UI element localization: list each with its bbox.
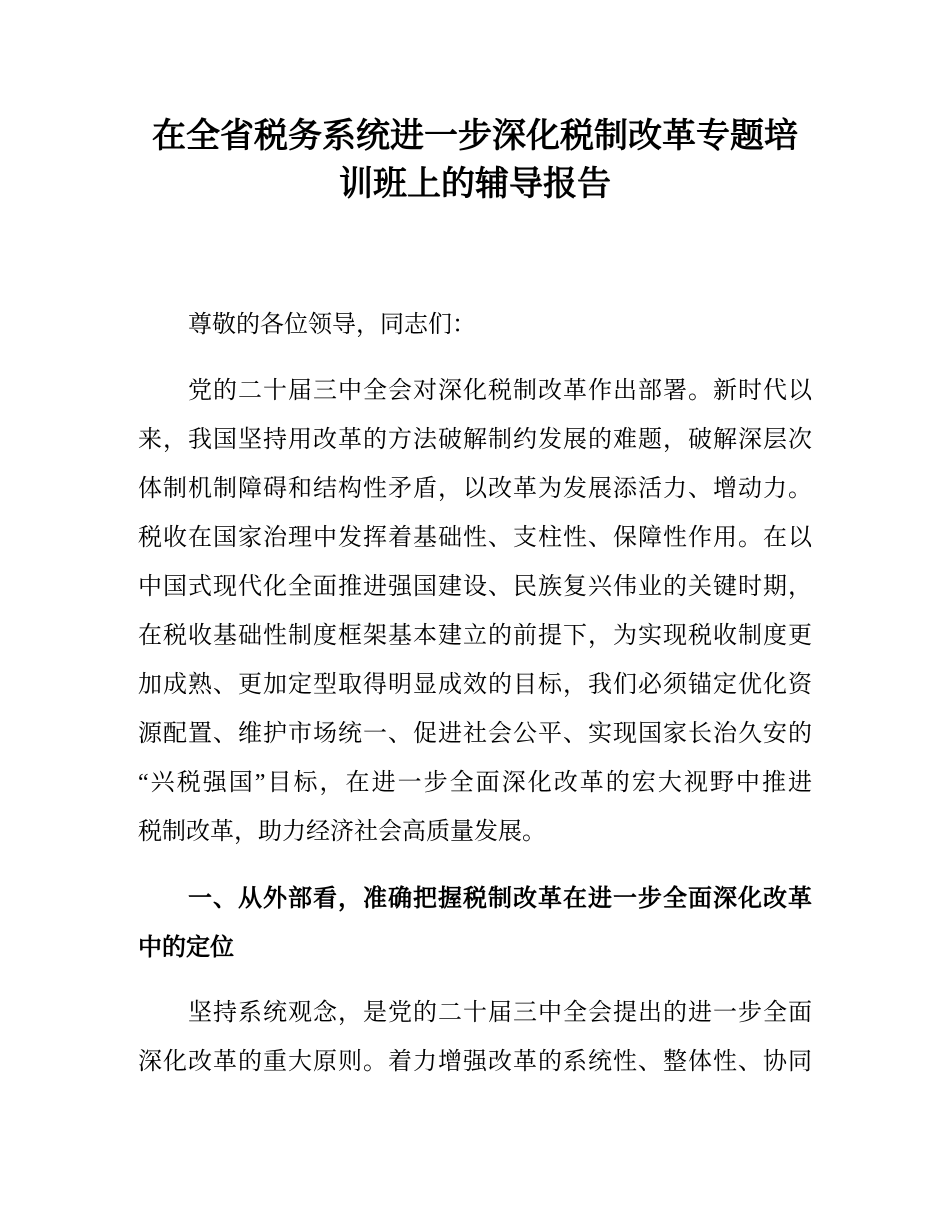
title-line: 训班上的辅导报告 [339,165,611,203]
text-line: 来，我国坚持用改革的方法破解制约发展的难题，破解深层次 [138,427,812,453]
document-body [138,112,812,1104]
text-line: 税制改革，助力经济社会高质量发展。 [138,819,546,845]
text-line: 税收在国家治理中发挥着基础性、支柱性、保障性作用。在以 [138,525,812,551]
document-title [138,112,812,208]
text-line: 党的二十届三中全会对深化税制改革作出部署。新时代以 [188,378,812,404]
text-line: 深化改革的重大原则。着力增强改革的系统性、整体性、协同 [138,1049,812,1075]
paragraph [138,367,812,857]
text-line: 体制机制障碍和结构性矛盾，以改革为发展添活力、增动力。 [138,476,812,502]
text-line: 尊敬的各位领导，同志们： [188,312,476,338]
text-line: 在税收基础性制度框架基本建立的前提下，为实现税收制度更 [138,623,812,649]
text-line: 坚持系统观念，是党的二十届三中全会提出的进一步全面 [188,1000,812,1026]
text-line: “兴税强国”目标，在进一步全面深化改革的宏大视野中推进 [138,770,812,796]
text-line: 加成熟、更加定型取得明显成效的目标，我们必须锚定优化资 [138,672,812,698]
paragraph [138,989,812,1087]
heading-line: 中的定位 [138,934,234,961]
text-line: 源配置、维护市场统一、促进社会公平、实现国家长治久安的 [138,721,812,747]
text-line: 中国式现代化全面推进强国建设、民族复兴伟业的关键时期， [138,574,812,600]
heading-line: 一、从外部看，准确把握税制改革在进一步全面深化改革 [188,885,812,912]
section-heading [138,874,812,972]
title-line: 在全省税务系统进一步深化税制改革专题培 [152,117,798,155]
greeting [138,301,812,350]
